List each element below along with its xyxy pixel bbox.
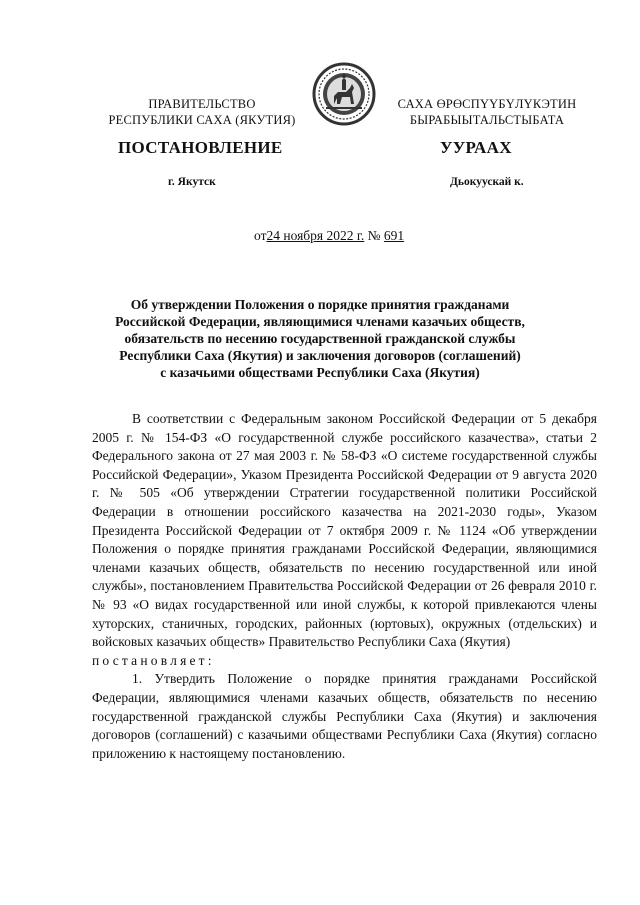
heading-line: с казачьими обществами Республики Саха (Якутия) [160, 365, 480, 380]
government-name-line: БЫРАБЫЫТАЛЬСТЫБАТА [409, 113, 565, 127]
decree-date-number [254, 228, 404, 244]
date-prefix: от [254, 228, 267, 243]
government-name-russian [104, 96, 300, 128]
government-name-line: ПРАВИТЕЛЬСТВО [148, 97, 256, 111]
document-body [92, 410, 597, 763]
clause-paragraph: 1. Утвердить Положение о порядке принятия гражданами Российской Федерации, являющимися членами казачьих обществ, обязательств по несению государственной гражданской службы Республики Саха (Якутия) и заключения договоров (соглашений) с казачьими обществами Республики Саха (Якутия) согласно приложению к настоящему постановлению. [92, 671, 597, 761]
decree-number: 691 [383, 228, 405, 243]
decree-date: 24 ноября 2022 г. [266, 228, 365, 243]
document-type-yakut: УУРААХ [440, 138, 512, 157]
coat-of-arms-icon [312, 62, 376, 126]
heading-line: Об утверждении Положения о порядке принятия гражданами [130, 297, 510, 312]
city-yakut: Дьокуускай к. [450, 176, 524, 188]
document-heading [96, 296, 544, 381]
heading-line: Республики Саха (Якутия) и заключения договоров (соглашений) [119, 348, 521, 363]
resolves-word: постановляет: [92, 652, 215, 668]
city-russian: г. Якутск [168, 176, 216, 188]
government-name-yakut [380, 96, 594, 128]
preamble-paragraph: В соответствии с Федеральным законом Российской Федерации от 5 декабря 2005 г. № 154-ФЗ «О государственной службе российского казачества», статьи 2 Федерального закона от 27 мая 2003 г. № 58-ФЗ «О системе государственной службы Российской Федерации», Указом Президента Российской Федерации от 9 августа 2020 г. № 505 «Об утверждении Стратегии государственной политики Российской Федерации в отношении российского казачества на 2021-2030 годы», Указом Президента Российской Федерации от 7 октября 2009 г. № 1124 «Об утверждении Положения о порядке принятия гражданами Российской Федерации, являющимися членами казачьих обществ, обязательств по несению государственной или иной службы», постановлением Правительства Российской Федерации от 26 февраля 2010 г. № 93 «О видах государственной или иной службы, к которой привлекаются члены хуторских, станичных, городских, районных (юртовых), окружных (отдельских) и войсковых казачьих обществ» Правительство Республики Саха (Якутия) [92, 411, 597, 650]
number-prefix: № [367, 228, 381, 243]
heading-line: Российской Федерации, являющимися членами казачьих обществ, [115, 314, 525, 329]
government-name-line: САХА ӨРӨСПҮҮБҮЛҮКЭТИН [397, 97, 577, 111]
document-type-russian: ПОСТАНОВЛЕНИЕ [118, 138, 283, 157]
government-name-line: РЕСПУБЛИКИ САХА (ЯКУТИЯ) [108, 113, 296, 127]
heading-line: обязательств по несению государственной гражданской службы [124, 331, 516, 346]
